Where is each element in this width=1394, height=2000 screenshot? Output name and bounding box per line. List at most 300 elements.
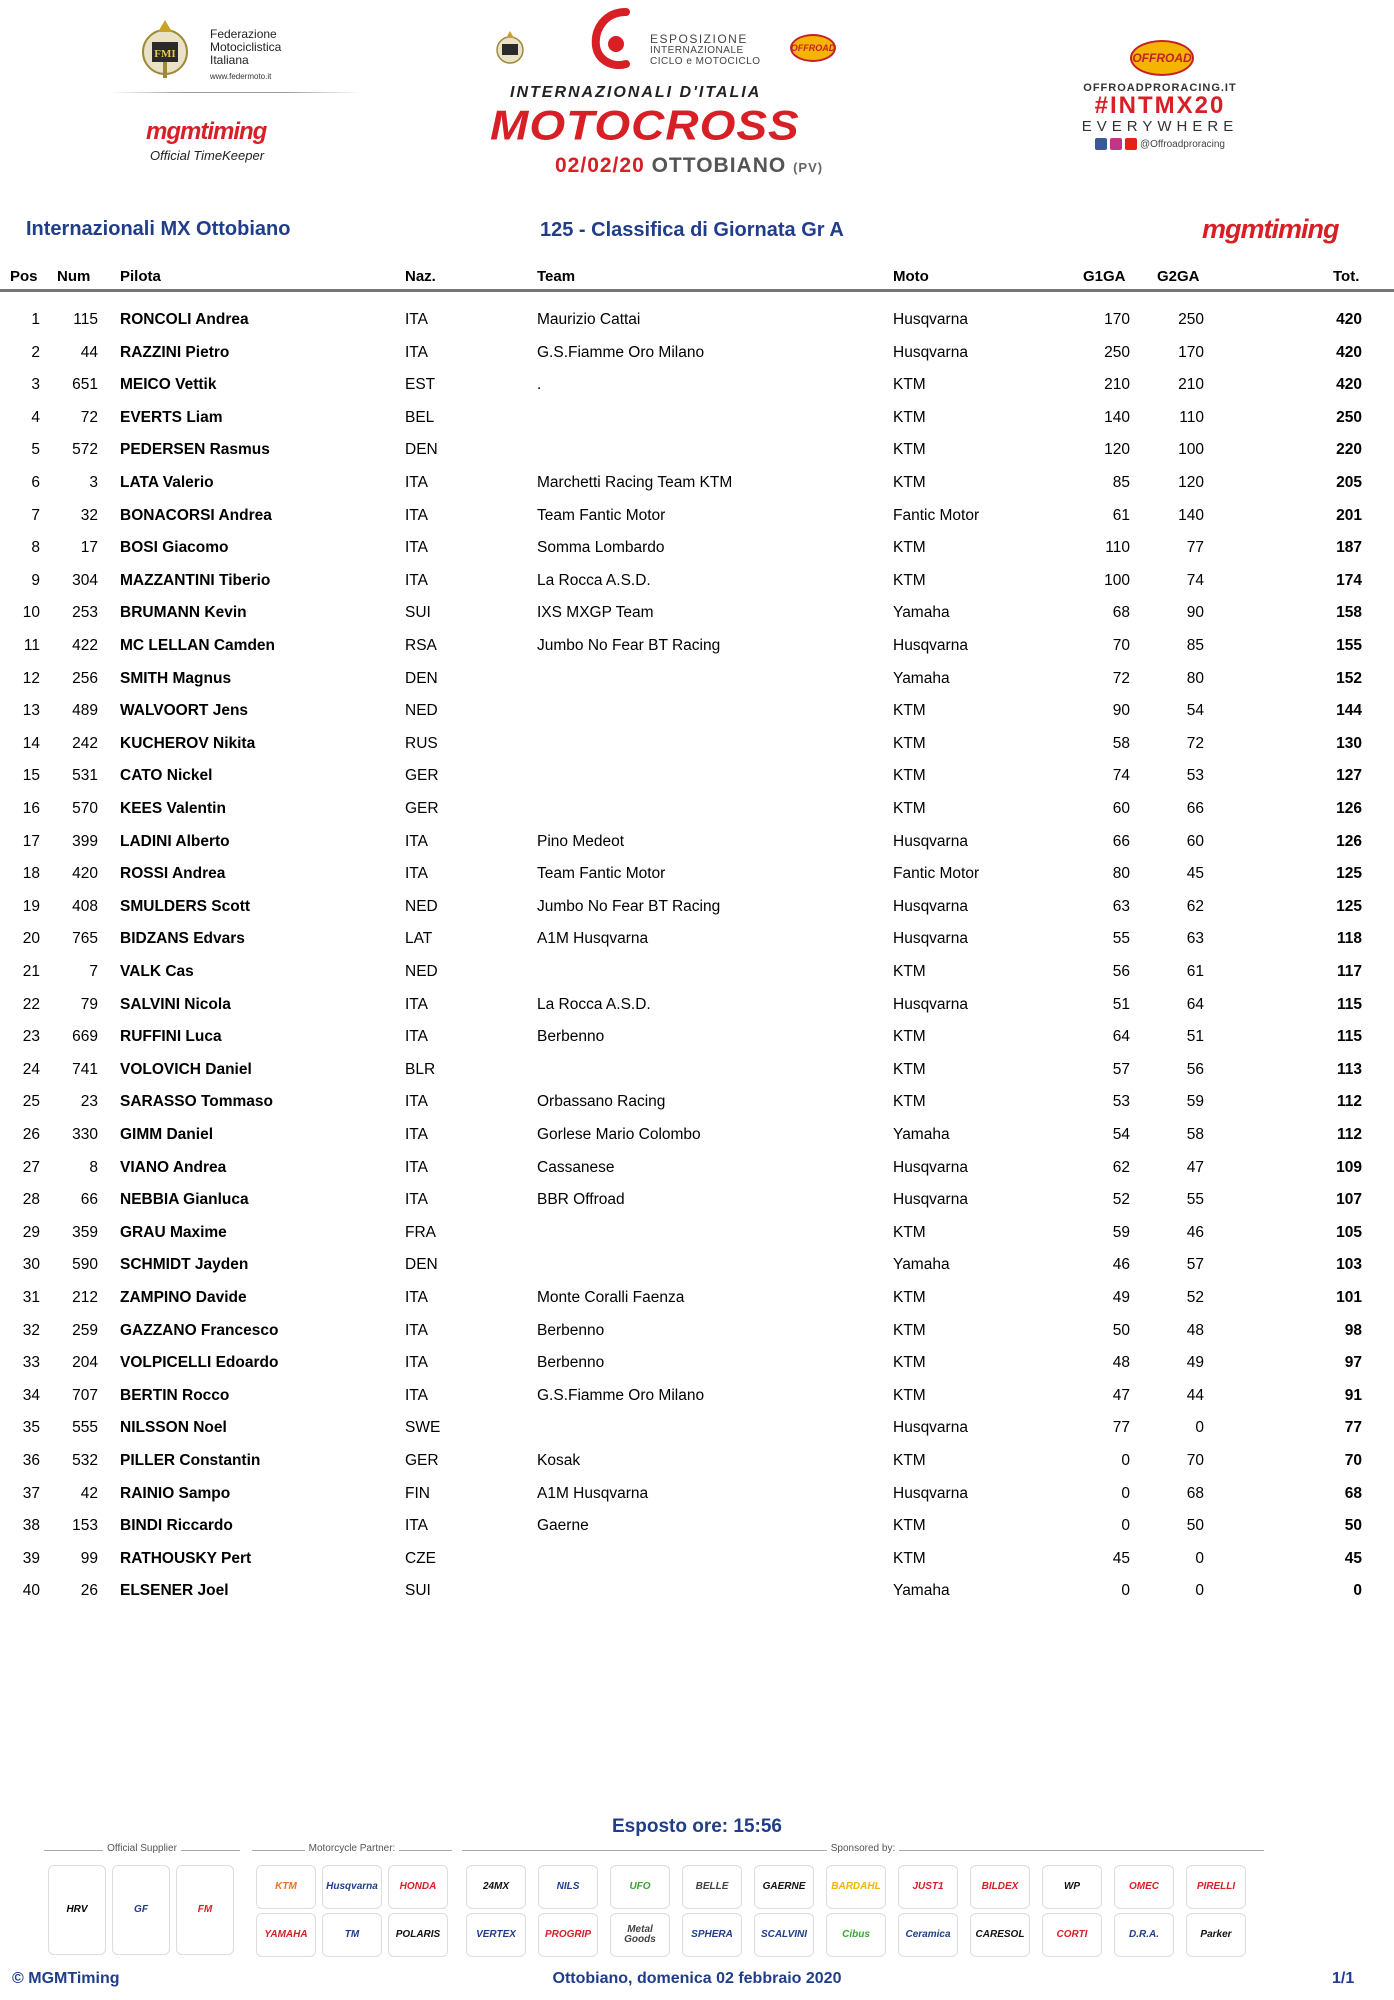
col-g1ga: G1GA (1083, 268, 1126, 285)
row-naz: ITA (405, 539, 428, 557)
svg-text:FMI: FMI (154, 48, 176, 60)
row-naz: BEL (405, 408, 435, 426)
row-tot: 103 (1336, 1256, 1362, 1274)
row-g1ga: 68 (1112, 604, 1130, 622)
row-pos: 12 (22, 669, 40, 687)
table-row (0, 1120, 1394, 1153)
row-g1ga: 70 (1112, 637, 1130, 654)
sponsor-logo: JUST1 (898, 1865, 958, 1909)
row-team: Kosak (537, 1452, 581, 1469)
row-num: 212 (72, 1289, 98, 1306)
row-g1ga: 47 (1112, 1386, 1130, 1404)
sponsor-logo: 24MX (466, 1865, 526, 1909)
row-tot: 97 (1344, 1354, 1362, 1372)
row-naz: EST (405, 376, 436, 394)
row-pilota: GIMM Daniel (120, 1126, 214, 1143)
row-pilota: NEBBIA Gianluca (120, 1191, 249, 1209)
row-team: Team Fantic Motor (537, 865, 666, 883)
table-row (0, 566, 1394, 599)
row-g1ga: 100 (1104, 571, 1130, 589)
table-row (0, 1544, 1394, 1577)
row-num: 330 (72, 1126, 98, 1143)
row-pos: 30 (22, 1256, 40, 1274)
row-naz: ITA (405, 311, 428, 328)
classification-title: 125 - Classifica di Giornata Gr A (540, 219, 844, 241)
col-tot: Tot. (1333, 268, 1360, 285)
row-pilota: VOLOVICH Daniel (120, 1060, 252, 1078)
row-naz: SUI (405, 604, 431, 622)
row-g1ga: 55 (1112, 930, 1130, 948)
row-pos: 33 (22, 1354, 40, 1372)
row-naz: GER (405, 767, 439, 785)
row-pilota: ROSSI Andrea (120, 865, 226, 883)
row-moto: KTM (893, 963, 926, 980)
sponsor-logo: TM (322, 1913, 382, 1957)
row-moto: Husqvarna (893, 1158, 968, 1176)
table-row (0, 1087, 1394, 1120)
row-pilota: SMITH Magnus (120, 669, 232, 687)
row-moto: Yamaha (893, 1256, 950, 1274)
row-moto: Husqvarna (893, 897, 968, 915)
row-num: 7 (89, 963, 98, 980)
table-row (0, 729, 1394, 762)
event-province: (PV) (793, 160, 824, 175)
row-naz: GER (405, 1452, 439, 1469)
row-num: 3 (89, 474, 98, 491)
row-moto: Husqvarna (893, 1419, 968, 1437)
row-tot: 105 (1336, 1223, 1362, 1241)
row-moto: Husqvarna (893, 1191, 968, 1209)
row-pilota: PILLER Constantin (120, 1452, 261, 1469)
row-pos: 5 (31, 441, 40, 459)
mgm-wordmark: mgmtiming (146, 118, 267, 145)
row-pilota: RAINIO Sampo (120, 1484, 231, 1502)
social-row (1070, 138, 1250, 150)
row-naz: SWE (405, 1419, 441, 1437)
row-g2ga: 62 (1186, 897, 1204, 915)
row-pos: 34 (22, 1386, 40, 1404)
row-g1ga: 64 (1112, 1028, 1130, 1046)
event-city: OTTOBIANO (651, 154, 787, 177)
row-num: 408 (72, 897, 98, 915)
table-row (0, 794, 1394, 827)
row-moto: Yamaha (893, 1582, 950, 1600)
sponsor-logo: KTM (256, 1865, 316, 1909)
sponsor-logo: BELLE (682, 1865, 742, 1909)
table-row (0, 1022, 1394, 1055)
table-row (0, 924, 1394, 957)
row-pos: 38 (22, 1517, 40, 1535)
row-g1ga: 49 (1112, 1289, 1130, 1306)
row-team: Somma Lombardo (537, 539, 665, 557)
row-naz: DEN (405, 441, 438, 459)
table-row (0, 338, 1394, 371)
fmi-url: www.federmoto.it (210, 72, 272, 81)
row-g2ga: 60 (1186, 832, 1204, 850)
timekeeper-label: Official TimeKeeper (150, 148, 265, 163)
row-naz: ITA (405, 832, 428, 850)
row-pilota: ZAMPINO Davide (120, 1289, 247, 1306)
row-num: 590 (72, 1256, 98, 1274)
table-row (0, 435, 1394, 468)
row-team: Monte Coralli Faenza (537, 1289, 685, 1306)
row-moto: Yamaha (893, 669, 950, 687)
row-g1ga: 77 (1112, 1419, 1130, 1437)
table-row (0, 990, 1394, 1023)
row-g1ga: 53 (1112, 1093, 1130, 1111)
row-num: 17 (80, 539, 98, 557)
row-pos: 40 (22, 1582, 40, 1600)
row-moto: KTM (893, 539, 926, 557)
table-row (0, 1250, 1394, 1283)
row-pos: 14 (22, 734, 40, 752)
row-pos: 3 (31, 376, 40, 394)
mgm-timing-brand: mgmtiming (1202, 214, 1339, 244)
row-pos: 35 (22, 1419, 40, 1437)
row-tot: 68 (1344, 1484, 1362, 1502)
row-tot: 420 (1336, 376, 1362, 394)
row-moto: Fantic Motor (893, 506, 980, 524)
row-g2ga: 68 (1186, 1484, 1204, 1502)
row-pos: 11 (23, 637, 40, 654)
row-team: BBR Offroad (537, 1191, 625, 1209)
sponsor-logo: HONDA (388, 1865, 448, 1909)
row-g1ga: 66 (1112, 832, 1130, 850)
row-g1ga: 74 (1112, 767, 1130, 785)
sponsor-logo: PROGRIP (538, 1913, 598, 1957)
row-tot: 158 (1336, 604, 1362, 622)
row-num: 8 (89, 1158, 98, 1176)
row-naz: ITA (405, 1158, 428, 1176)
row-tot: 115 (1336, 1028, 1362, 1046)
row-g2ga: 56 (1186, 1060, 1204, 1078)
event-main-title: MOTOCROSS (490, 101, 800, 149)
table-row (0, 1185, 1394, 1218)
row-g2ga: 120 (1178, 474, 1204, 491)
row-tot: 130 (1336, 734, 1362, 752)
row-g2ga: 48 (1186, 1321, 1204, 1339)
row-naz: DEN (405, 1256, 438, 1274)
row-g2ga: 55 (1186, 1191, 1204, 1209)
table-row (0, 696, 1394, 729)
sponsor-logo: NILS (538, 1865, 598, 1909)
row-g1ga: 56 (1112, 963, 1130, 980)
sponsor-group-supplier (44, 1843, 240, 1958)
row-naz: ITA (405, 1028, 428, 1046)
row-pos: 26 (22, 1126, 40, 1143)
row-tot: 155 (1336, 637, 1362, 654)
row-g2ga: 53 (1186, 767, 1204, 785)
row-moto: KTM (893, 767, 926, 785)
table-row (0, 761, 1394, 794)
row-num: 531 (72, 767, 98, 785)
row-pos: 36 (22, 1452, 40, 1469)
sponsor-logo: D.R.A. (1114, 1913, 1174, 1957)
copyright: © MGMTiming (12, 1970, 120, 1987)
row-g2ga: 54 (1186, 702, 1204, 720)
sponsor-group-motorcycle (252, 1843, 452, 1958)
row-num: 44 (80, 343, 98, 361)
table-row (0, 1576, 1394, 1609)
row-g1ga: 52 (1112, 1191, 1130, 1209)
row-num: 420 (72, 865, 98, 883)
row-g1ga: 60 (1112, 800, 1130, 817)
row-team: Cassanese (537, 1158, 615, 1176)
row-g2ga: 77 (1186, 539, 1204, 557)
row-moto: KTM (893, 1517, 926, 1535)
row-pos: 29 (22, 1223, 40, 1241)
row-pilota: RUFFINI Luca (120, 1028, 222, 1046)
row-pilota: VIANO Andrea (120, 1158, 227, 1176)
col-num: Num (57, 268, 91, 285)
row-g2ga: 210 (1178, 376, 1204, 394)
sponsor-logo: SPHERA (682, 1913, 742, 1957)
row-tot: 91 (1344, 1386, 1362, 1404)
row-num: 99 (80, 1549, 98, 1567)
row-pos: 19 (22, 897, 40, 915)
row-pilota: WALVOORT Jens (120, 702, 249, 720)
event-date-location (555, 154, 823, 178)
row-naz: ITA (405, 1289, 428, 1306)
row-g2ga: 66 (1186, 800, 1204, 817)
row-g2ga: 0 (1195, 1549, 1204, 1567)
row-num: 304 (72, 571, 98, 589)
row-tot: 174 (1336, 571, 1362, 589)
row-g2ga: 50 (1186, 1517, 1204, 1535)
table-row (0, 1446, 1394, 1479)
row-pilota: LATA Valerio (120, 474, 214, 491)
row-pilota: KEES Valentin (120, 800, 226, 817)
row-g2ga: 57 (1186, 1256, 1204, 1274)
row-num: 489 (72, 702, 98, 720)
row-tot: 98 (1344, 1321, 1362, 1339)
row-moto: Fantic Motor (893, 865, 980, 883)
table-row (0, 1381, 1394, 1414)
row-g1ga: 120 (1104, 441, 1130, 459)
row-g2ga: 110 (1179, 408, 1204, 426)
row-g1ga: 0 (1121, 1484, 1130, 1502)
row-naz: ITA (405, 865, 428, 883)
row-moto: KTM (893, 1060, 926, 1078)
col-pilota: Pilota (120, 268, 161, 285)
row-pilota: GRAU Maxime (120, 1223, 227, 1241)
row-moto: Husqvarna (893, 930, 968, 948)
row-team: A1M Husqvarna (537, 930, 649, 948)
expo-text: ESPOSIZIONE INTERNAZIONALE CICLO e MOTOCICLO (650, 32, 761, 67)
row-num: 399 (72, 832, 98, 850)
row-num: 532 (72, 1452, 98, 1469)
row-team: Berbenno (537, 1321, 605, 1339)
table-row (0, 403, 1394, 436)
row-naz: RUS (405, 734, 438, 752)
row-num: 153 (72, 1517, 98, 1535)
sponsor-logo: WP (1042, 1865, 1102, 1909)
row-num: 570 (72, 800, 98, 817)
table-row (0, 370, 1394, 403)
sponsor-group-label: Sponsored by: (827, 1843, 900, 1854)
row-team: G.S.Fiamme Oro Milano (537, 343, 705, 361)
row-naz: CZE (405, 1549, 436, 1567)
sponsor-group-label: Motorcycle Partner: (305, 1843, 400, 1854)
row-g2ga: 100 (1178, 441, 1204, 459)
row-num: 359 (72, 1223, 98, 1241)
table-row (0, 1055, 1394, 1088)
row-tot: 109 (1336, 1158, 1362, 1176)
row-pilota: MC LELLAN Camden (120, 637, 275, 654)
row-team: Berbenno (537, 1354, 605, 1372)
mgm-timing-logo (146, 118, 286, 174)
row-g2ga: 63 (1186, 930, 1204, 948)
hashtag: #INTMX20 (1094, 92, 1226, 119)
col-g2ga: G2GA (1157, 268, 1200, 285)
row-naz: ITA (405, 995, 428, 1013)
row-moto: Yamaha (893, 1126, 950, 1143)
row-moto: Husqvarna (893, 343, 968, 361)
sponsor-logo: Parker (1186, 1913, 1246, 1957)
row-g2ga: 45 (1186, 865, 1204, 883)
row-num: 651 (72, 376, 98, 394)
row-tot: 50 (1344, 1517, 1362, 1535)
row-tot: 205 (1336, 474, 1362, 491)
row-pilota: SCHMIDT Jayden (120, 1256, 249, 1274)
row-pos: 9 (31, 571, 40, 589)
row-g1ga: 85 (1112, 474, 1130, 491)
row-moto: KTM (893, 1223, 926, 1241)
row-team: Team Fantic Motor (537, 506, 666, 524)
row-team: Berbenno (537, 1028, 605, 1046)
row-moto: Husqvarna (893, 311, 968, 328)
col-naz: Naz. (405, 268, 436, 285)
row-naz: ITA (405, 571, 428, 589)
row-moto: KTM (893, 800, 926, 817)
row-pos: 39 (22, 1549, 40, 1567)
row-tot: 113 (1336, 1060, 1362, 1078)
row-g2ga: 44 (1186, 1386, 1204, 1404)
table-row (0, 1153, 1394, 1186)
row-pos: 17 (22, 832, 40, 850)
row-moto: KTM (893, 1549, 926, 1567)
col-moto: Moto (893, 268, 929, 285)
row-pos: 10 (22, 604, 40, 622)
row-pos: 24 (22, 1060, 40, 1078)
table-row (0, 1511, 1394, 1544)
row-g2ga: 46 (1186, 1223, 1204, 1241)
fmi-name: Federazione Motociclistica Italiana (210, 27, 282, 67)
sponsor-logo: YAMAHA (256, 1913, 316, 1957)
row-team: Jumbo No Fear BT Racing (537, 897, 721, 915)
table-row (0, 598, 1394, 631)
row-pos: 8 (31, 539, 40, 557)
row-moto: Husqvarna (893, 1484, 968, 1502)
row-num: 23 (80, 1093, 98, 1111)
table-row (0, 1316, 1394, 1349)
row-tot: 420 (1336, 343, 1362, 361)
row-team: G.S.Fiamme Oro Milano (537, 1386, 705, 1404)
row-naz: ITA (405, 343, 428, 361)
row-pilota: RONCOLI Andrea (120, 311, 249, 328)
row-moto: KTM (893, 734, 926, 752)
row-num: 741 (72, 1060, 98, 1078)
row-naz: ITA (405, 1354, 428, 1372)
row-tot: 125 (1336, 897, 1362, 915)
row-naz: SUI (405, 1582, 431, 1600)
row-num: 259 (72, 1321, 98, 1339)
row-g1ga: 210 (1104, 376, 1130, 394)
sponsor-strip (44, 1843, 1264, 1960)
sponsor-logo: UFO (610, 1865, 670, 1909)
row-pilota: PEDERSEN Rasmus (120, 441, 270, 459)
row-naz: FIN (405, 1484, 430, 1502)
row-tot: 126 (1336, 800, 1362, 817)
row-naz: ITA (405, 1191, 428, 1209)
row-g1ga: 250 (1104, 343, 1130, 361)
row-g2ga: 0 (1195, 1419, 1204, 1437)
row-g1ga: 140 (1104, 408, 1130, 426)
row-g1ga: 54 (1112, 1126, 1130, 1143)
sponsor-logo: VERTEX (466, 1913, 526, 1957)
row-g1ga: 45 (1112, 1549, 1130, 1567)
sponsor-logo: BARDAHL (826, 1865, 886, 1909)
row-tot: 112 (1336, 1093, 1362, 1111)
row-naz: NED (405, 897, 438, 915)
row-pilota: GAZZANO Francesco (120, 1321, 279, 1339)
row-pilota: MEICO Vettik (120, 376, 217, 394)
row-g2ga: 61 (1186, 963, 1204, 980)
row-pilota: BIDZANS Edvars (120, 930, 245, 948)
offroad-badge-small: OFFROAD (790, 34, 836, 62)
table-row (0, 859, 1394, 892)
row-num: 669 (72, 1028, 98, 1046)
row-tot: 45 (1344, 1549, 1362, 1567)
row-pos: 13 (22, 702, 40, 720)
row-num: 555 (72, 1419, 98, 1437)
row-num: 765 (72, 930, 98, 948)
row-moto: KTM (893, 1028, 926, 1046)
row-num: 242 (72, 734, 98, 752)
table-row (0, 892, 1394, 925)
page-number: 1/1 (1332, 1970, 1355, 1987)
social-handle: @Offroadproracing (1139, 138, 1225, 150)
row-naz: DEN (405, 669, 438, 687)
row-pos: 15 (22, 767, 40, 785)
row-team: La Rocca A.S.D. (537, 571, 651, 589)
row-pilota: CATO Nickel (120, 767, 213, 785)
sponsor-logo: Husqvarna (322, 1865, 382, 1909)
row-g2ga: 140 (1178, 506, 1204, 524)
event-name: Internazionali MX Ottobiano (26, 218, 291, 240)
sponsor-logo: GAERNE (754, 1865, 814, 1909)
row-moto: KTM (893, 702, 926, 720)
table-row (0, 1479, 1394, 1512)
row-naz: ITA (405, 474, 428, 491)
row-num: 66 (80, 1191, 98, 1209)
row-pilota: SARASSO Tommaso (120, 1093, 274, 1111)
row-pilota: RAZZINI Pietro (120, 343, 230, 361)
row-g1ga: 0 (1121, 1582, 1130, 1600)
row-pilota: BINDI Riccardo (120, 1517, 233, 1535)
row-tot: 250 (1336, 408, 1362, 426)
table-row (0, 501, 1394, 534)
row-naz: RSA (405, 637, 437, 654)
row-tot: 420 (1336, 311, 1362, 328)
divider (110, 92, 360, 93)
sponsor-logo: CORTI (1042, 1913, 1102, 1957)
event-top-title: INTERNAZIONALI D'ITALIA (510, 84, 762, 101)
table-row (0, 1283, 1394, 1316)
row-tot: 115 (1336, 995, 1362, 1013)
sponsor-logo: Metal Goods (610, 1913, 670, 1957)
row-moto: KTM (893, 1289, 926, 1306)
